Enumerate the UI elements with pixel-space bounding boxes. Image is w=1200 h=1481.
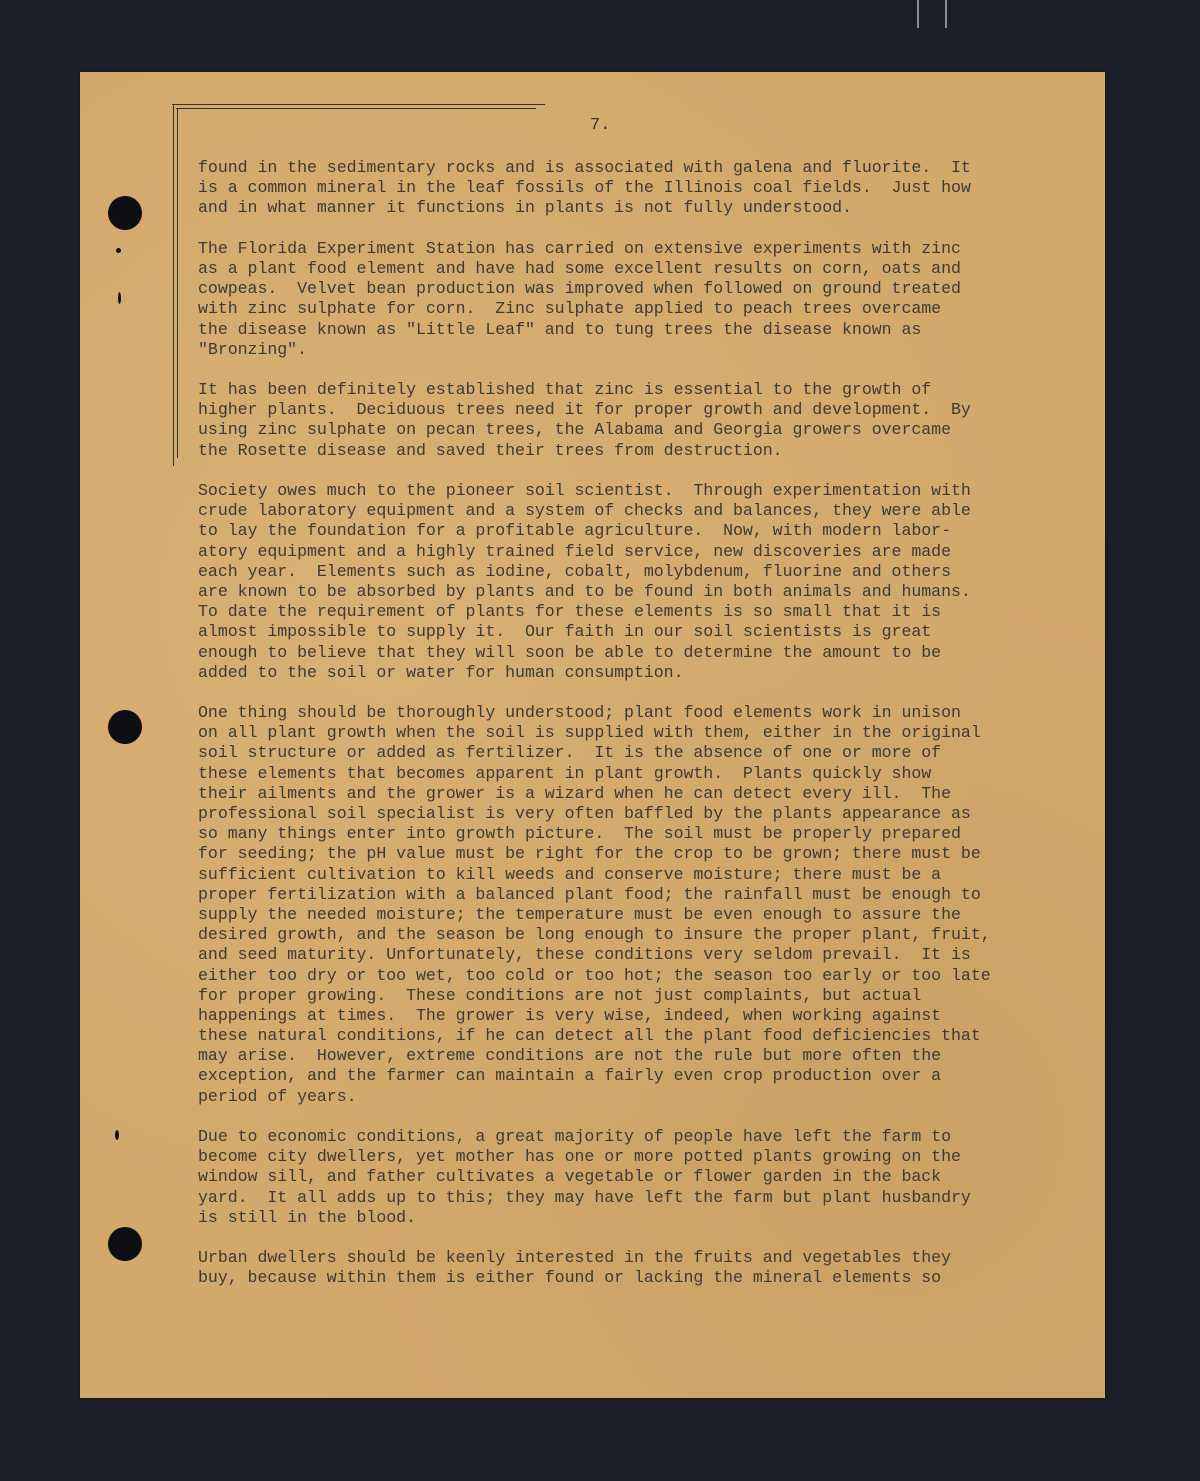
text-line: for proper growing. These conditions are not just complaints, but actual <box>198 985 922 1005</box>
text-line: to lay the foundation for a profitable agriculture. Now, with modern labor- <box>198 521 951 541</box>
text-line: for seeding; the pH value must be right for the crop to be grown; there must be <box>198 844 981 864</box>
text-line: may arise. However, extreme conditions are not the rule but more often the <box>198 1046 942 1066</box>
text-line: soil structure or added as fertilizer. It is the absence of one or more of <box>198 743 942 763</box>
text-line: using zinc sulphate on pecan trees, the Alabama and Georgia growers overcame <box>198 420 951 440</box>
corner-rule <box>177 108 178 458</box>
text-line: sufficient cultivation to kill weeds and conserve moisture; there must be a <box>198 864 942 884</box>
text-line: each year. Elements such as iodine, cobalt, molybdenum, fluorine and others <box>198 561 951 581</box>
text-line: as a plant food element and have had some excellent results on corn, oats and <box>198 258 961 278</box>
text-line: supply the needed moisture; the temperature must be even enough to assure the <box>198 904 961 924</box>
text-line: is still in the blood. <box>198 1207 416 1227</box>
text-line: enough to believe that they will soon be able to determine the amount to be <box>198 642 942 662</box>
paragraph-gap <box>198 219 991 239</box>
paragraph-gap <box>198 1107 991 1127</box>
paragraph-gap <box>198 1228 991 1248</box>
punch-hole <box>108 196 142 230</box>
paragraph-gap <box>198 360 991 380</box>
text-line: proper fertilization with a balanced plant food; the rainfall must be enough to <box>198 884 981 904</box>
paragraph <box>198 703 991 1107</box>
text-line: Due to economic conditions, a great majority of people have left the farm to <box>198 1127 951 1146</box>
paragraph-gap <box>198 683 991 703</box>
text-line: period of years. <box>198 1086 357 1106</box>
paper-speck <box>115 1130 119 1140</box>
paragraph <box>198 239 991 360</box>
text-line: desired growth, and the season be long enough to insure the proper plant, fruit, <box>198 925 991 945</box>
paragraph <box>198 380 991 461</box>
text-line: The Florida Experiment Station has carried on extensive experiments with zinc <box>198 238 961 258</box>
page-number: 7. <box>590 116 611 135</box>
text-line: so many things enter into growth picture. The soil must be properly prepared <box>198 824 961 844</box>
background-edge-line <box>945 0 947 28</box>
text-line: window sill, and father cultivates a vegetable or flower garden in the back <box>198 1167 942 1187</box>
paragraph <box>198 158 991 219</box>
text-line: Society owes much to the pioneer soil scientist. Through experimentation with <box>198 481 971 500</box>
corner-rule <box>172 104 545 105</box>
paragraph <box>198 1127 991 1228</box>
text-line: professional soil specialist is very often baffled by the plants appearance as <box>198 804 971 823</box>
text-line: and seed maturity. Unfortunately, these conditions very seldom prevail. It is <box>198 945 971 965</box>
punch-hole <box>108 710 142 744</box>
paper-speck <box>118 292 121 304</box>
text-line: on all plant growth when the soil is supplied with them, either in the original <box>198 723 981 743</box>
text-line: buy, because within them is either found or lacking the mineral elements so <box>198 1268 942 1288</box>
text-line: these elements that becomes apparent in plant growth. Plants quickly show <box>198 763 932 783</box>
corner-rule <box>173 104 174 466</box>
text-line: Urban dwellers should be keenly interested in the fruits and vegetables they <box>198 1248 951 1268</box>
corner-rule <box>176 108 536 109</box>
text-line: added to the soil or water for human consumption. <box>198 662 684 682</box>
text-line: To date the requirement of plants for these elements is so small that it is <box>198 602 942 622</box>
text-line: It has been definitely established that zinc is essential to the growth of <box>198 380 932 400</box>
text-line: their ailments and the grower is a wizard when he can detect every ill. The <box>198 783 951 803</box>
typewritten-body <box>198 158 991 1289</box>
text-line: exception, and the farmer can maintain a fairly even crop production over a <box>198 1066 942 1086</box>
text-line: yard. It all adds up to this; they may have left the farm but plant husbandry <box>198 1187 971 1207</box>
paragraph-gap <box>198 461 991 481</box>
text-line: and in what manner it functions in plants is not fully understood. <box>198 198 852 218</box>
background-edge-line <box>917 0 919 28</box>
text-line: atory equipment and a highly trained field service, new discoveries are made <box>198 541 951 561</box>
text-line: One thing should be thoroughly understood; plant food elements work in unison <box>198 703 961 723</box>
paragraph <box>198 481 991 683</box>
punch-hole <box>108 1227 142 1261</box>
text-line: the Rosette disease and saved their trees from destruction. <box>198 440 783 460</box>
text-line: higher plants. Deciduous trees need it for proper growth and development. By <box>198 400 971 420</box>
text-line: happenings at times. The grower is very wise, indeed, when working against <box>198 1005 942 1025</box>
text-line: is a common mineral in the leaf fossils of the Illinois coal fields. Just how <box>198 178 971 198</box>
text-line: these natural conditions, if he can detect all the plant food deficiencies that <box>198 1026 981 1046</box>
text-line: become city dwellers, yet mother has one or more potted plants growing on the <box>198 1147 961 1167</box>
text-line: are known to be absorbed by plants and to be found in both animals and humans. <box>198 581 971 601</box>
paper-speck <box>116 248 121 253</box>
text-line: almost impossible to supply it. Our faith in our soil scientists is great <box>198 622 932 642</box>
paragraph <box>198 1248 991 1288</box>
text-line: either too dry or too wet, too cold or too hot; the season too early or too late <box>198 965 991 985</box>
text-line: crude laboratory equipment and a system of checks and balances, they were able <box>198 501 971 521</box>
text-line: "Bronzing". <box>198 339 307 359</box>
text-line: cowpeas. Velvet bean production was improved when followed on ground treated <box>198 279 961 299</box>
text-line: with zinc sulphate for corn. Zinc sulphate applied to peach trees overcame <box>198 299 942 319</box>
text-line: the disease known as "Little Leaf" and to tung trees the disease known as <box>198 319 922 339</box>
text-line: found in the sedimentary rocks and is associated with galena and fluorite. It <box>198 158 971 177</box>
